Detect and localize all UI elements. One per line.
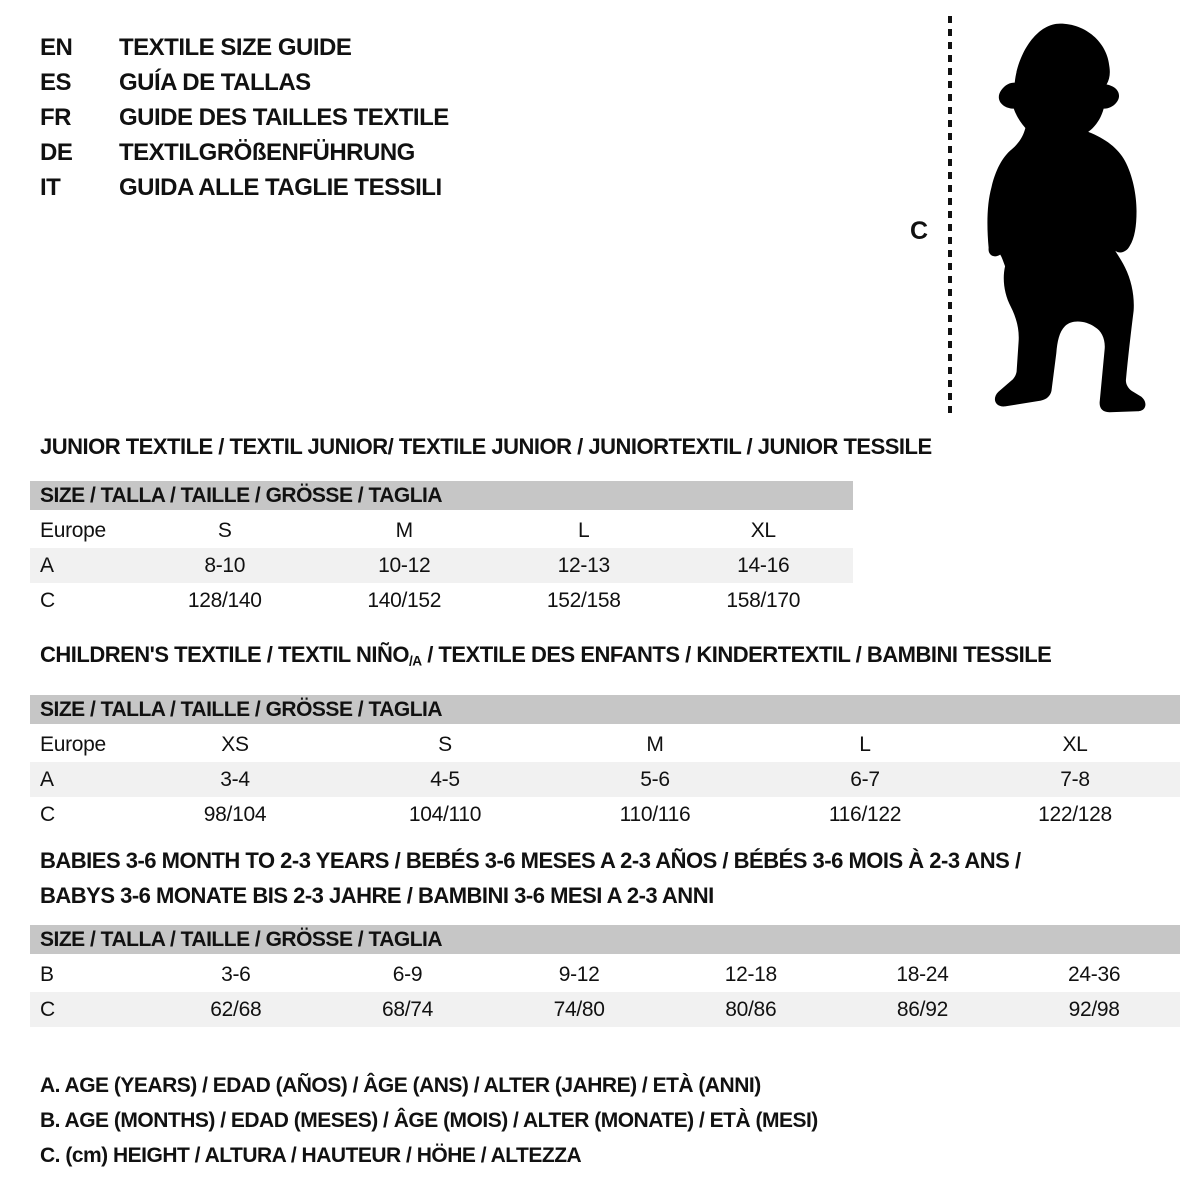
language-row — [40, 65, 449, 100]
value-cell: 4-5 — [430, 767, 460, 791]
size-header-bar: SIZE / TALLA / TAILLE / GRÖSSE / TAGLIA — [30, 481, 853, 510]
value-cell: 140/152 — [367, 588, 442, 612]
value-cell: 152/158 — [546, 588, 621, 612]
row-label-cell: B — [40, 962, 54, 986]
section-title-line — [40, 878, 1180, 913]
legend — [40, 1068, 818, 1173]
language-label: GUIDA ALLE TAGLIE TESSILI — [119, 173, 442, 201]
table-row-c — [30, 992, 1180, 1027]
value-cell: XS — [221, 732, 249, 756]
value-cell: 98/104 — [203, 802, 267, 826]
value-cell: L — [578, 518, 590, 542]
title-text: CHILDREN'S TEXTILE / TEXTIL NIÑO — [40, 642, 409, 667]
language-label: GUÍA DE TALLAS — [119, 68, 311, 96]
value-cell: 10-12 — [378, 553, 431, 577]
row-label-cell: C — [40, 802, 55, 826]
value-cell: M — [646, 732, 664, 756]
value-cell: 24-36 — [1068, 962, 1121, 986]
section-babies — [30, 843, 1180, 1027]
row-label-cell: A — [40, 553, 54, 577]
language-code: EN — [40, 33, 73, 61]
value-cell: 86/92 — [896, 997, 948, 1021]
value-cell: 122/128 — [1038, 802, 1112, 826]
value-cell: 3-4 — [220, 767, 250, 791]
value-cell: M — [395, 518, 413, 542]
value-cell: S — [217, 518, 232, 542]
row-label-cell: Europe — [40, 518, 106, 542]
title-text: BABIES 3-6 MONTH TO 2-3 YEARS / BEBÉS 3-6 MESES A 2-3 AÑOS / BÉBÉS 3-6 MOIS À 2-3 ANS / — [40, 848, 1021, 873]
value-cell: 92/98 — [1068, 997, 1120, 1021]
value-cell: 14-16 — [737, 553, 790, 577]
table-row-a — [30, 762, 1180, 797]
legend-line: B. AGE (MONTHS) / EDAD (MESES) / ÂGE (MOIS) / ALTER (MONATE) / ETÀ (MESI) — [40, 1109, 818, 1132]
language-row — [40, 170, 449, 205]
value-cell: 6-9 — [392, 962, 423, 986]
row-label-cell: A — [40, 767, 54, 791]
value-cell: 80/86 — [725, 997, 777, 1021]
size-table — [30, 957, 1180, 1027]
language-code: ES — [40, 68, 72, 96]
section-title-line — [40, 432, 932, 462]
value-cell: 12-13 — [557, 553, 610, 577]
language-label: TEXTILGRÖßENFÜHRUNG — [119, 138, 415, 166]
value-cell: 158/170 — [726, 588, 801, 612]
value-cell: 62/68 — [210, 997, 262, 1021]
size-table — [30, 513, 853, 618]
height-measure-dashed-line — [948, 16, 952, 416]
height-c-label: C — [910, 217, 929, 245]
row-label-cell: C — [40, 588, 55, 612]
language-row — [40, 100, 449, 135]
value-cell: 110/116 — [619, 802, 691, 826]
section-title — [40, 843, 1180, 913]
legend-line: A. AGE (YEARS) / EDAD (AÑOS) / ÂGE (ANS) / ALTER (JAHRE) / ETÀ (ANNI) — [40, 1074, 761, 1097]
table-row-europe — [30, 727, 1180, 762]
language-row — [40, 30, 449, 65]
value-cell: XL — [750, 518, 776, 542]
size-table — [30, 727, 1180, 832]
title-text: BABYS 3-6 MONATE BIS 2-3 JAHRE / BAMBINI 3-6 MESI A 2-3 ANNI — [40, 883, 714, 908]
section-title-line — [40, 640, 1180, 676]
row-label-cell: C — [40, 997, 55, 1021]
legend-line: C. (cm) HEIGHT / ALTURA / HAUTEUR / HÖHE / ALTEZZA — [40, 1144, 582, 1167]
language-code: FR — [40, 103, 71, 131]
value-cell: XL — [1062, 732, 1088, 756]
value-cell: 74/80 — [553, 997, 605, 1021]
value-cell: 3-6 — [221, 962, 251, 986]
value-cell: 8-10 — [204, 553, 246, 577]
value-cell: 12-18 — [724, 962, 777, 986]
title-text: / TEXTILE DES ENFANTS / KINDERTEXTIL / BAMBINI TESSILE — [421, 642, 1052, 667]
value-cell: 5-6 — [640, 767, 670, 791]
language-code: DE — [40, 138, 73, 166]
section-junior — [30, 432, 932, 618]
value-cell: 128/140 — [187, 588, 262, 612]
value-cell: 104/110 — [408, 802, 482, 826]
title-text: /A — [408, 653, 422, 669]
language-code: IT — [40, 173, 61, 201]
section-children — [30, 640, 1180, 832]
value-cell: 7-8 — [1060, 767, 1090, 791]
value-cell: 116/122 — [828, 802, 902, 826]
section-title — [40, 640, 1180, 676]
language-row — [40, 135, 449, 170]
table-row-c — [30, 797, 1180, 832]
value-cell: L — [859, 732, 871, 756]
value-cell: 6-7 — [850, 767, 880, 791]
table-row-a — [30, 548, 853, 583]
size-header-bar: SIZE / TALLA / TAILLE / GRÖSSE / TAGLIA — [30, 925, 1180, 954]
value-cell: 68/74 — [381, 997, 434, 1021]
table-row-c — [30, 583, 853, 618]
table-row-b — [30, 957, 1180, 992]
section-title-line — [40, 843, 1180, 878]
title-text: JUNIOR TEXTILE / TEXTIL JUNIOR/ TEXTILE JUNIOR / JUNIORTEXTIL / JUNIOR TESSILE — [40, 434, 932, 459]
table-row-europe — [30, 513, 853, 548]
row-label-cell: Europe — [40, 732, 106, 756]
value-cell: S — [438, 732, 452, 756]
value-cell: 9-12 — [558, 962, 600, 986]
language-label: GUIDE DES TAILLES TEXTILE — [119, 103, 449, 131]
language-label: TEXTILE SIZE GUIDE — [119, 33, 352, 61]
size-header-bar: SIZE / TALLA / TAILLE / GRÖSSE / TAGLIA — [30, 695, 1180, 724]
section-title — [40, 432, 932, 462]
language-list — [40, 30, 449, 205]
toddler-silhouette-icon — [962, 12, 1168, 418]
value-cell: 18-24 — [896, 962, 949, 986]
